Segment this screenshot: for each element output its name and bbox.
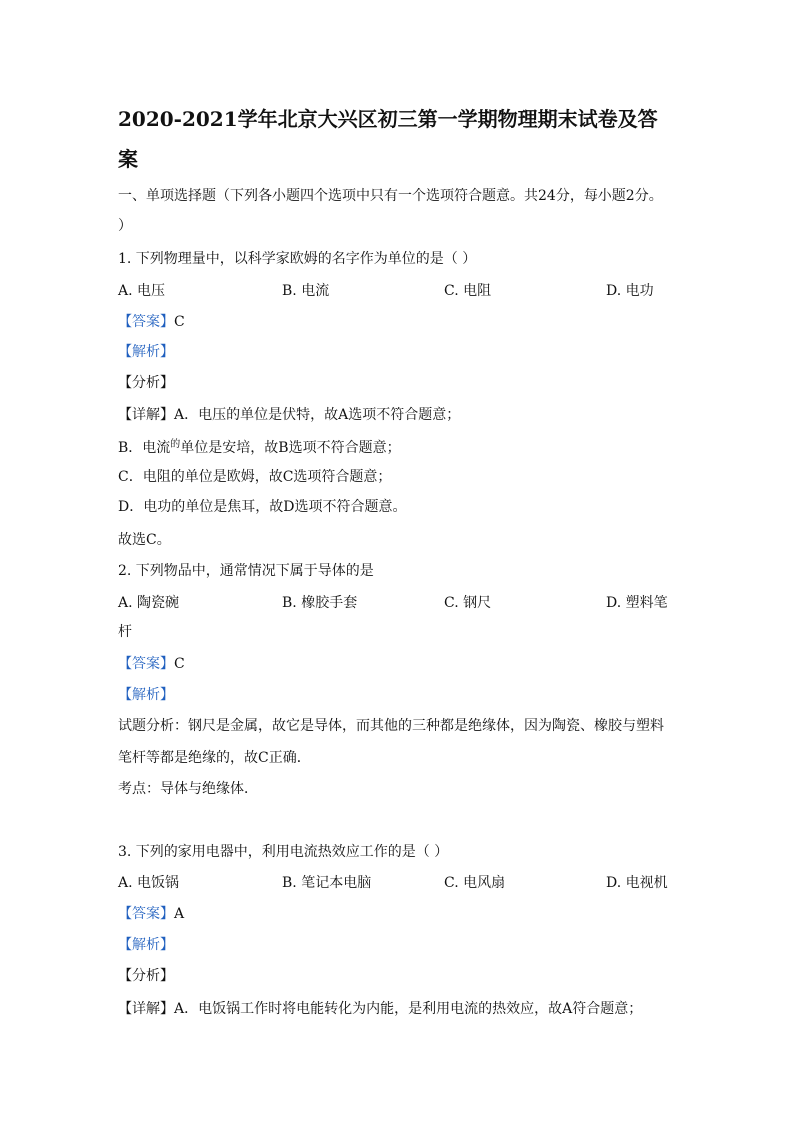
q1-option-c: C. 电阻 (444, 283, 492, 299)
q1-option-a: A. 电压 (118, 283, 166, 299)
q3-jiexi-tag: 【解析】 (118, 937, 174, 953)
answer-tag: 【答案】 (118, 656, 174, 672)
q1-detail-d: D．电功的单位是焦耳，故D选项不符合题意。 (118, 499, 407, 515)
q1-option-d: D. 电功 (606, 283, 654, 299)
q2-option-c: C. 钢尺 (444, 595, 492, 611)
q1-option-b: B. 电流 (282, 283, 330, 299)
section-heading: 一、单项选择题（下列各小题四个选项中只有一个选项符合题意。共24分，每小题2分。 (118, 188, 663, 204)
q1-conclusion: 故选C。 (118, 532, 171, 548)
detail-tag: 【详解】 (118, 407, 174, 423)
q1-answer-value: C (174, 314, 185, 330)
q1-detail-a: 【详解】A．电压的单位是伏特，故A选项不符合题意； (118, 407, 461, 423)
q3-detail-a: 【详解】A．电饭锅工作时将电能转化为内能，是利用电流的热效应，故A符合题意； (118, 1001, 643, 1017)
detail-tag: 【详解】 (118, 1001, 174, 1017)
answer-tag: 【答案】 (118, 906, 174, 922)
section-heading-wrap: ） (118, 218, 132, 234)
q1-detail-b: B．电流$^的$单位是安培，故B选项不符合题意； (118, 439, 401, 456)
q3-answer-value: A (174, 906, 185, 922)
q2-stem: 2. 下列物品中，通常情况下属于导体的是 (118, 563, 374, 579)
page-title-line-2: 案 (118, 147, 138, 171)
q3-option-a: A. 电饭锅 (118, 875, 180, 891)
answer-tag: 【答案】 (118, 314, 174, 330)
q2-option-d-wrap: 杆 (118, 624, 132, 640)
q2-analysis-line-2: 笔杆等都是绝缘的，故C正确． (118, 750, 311, 766)
q3-fenxi-tag: 【分析】 (118, 968, 174, 984)
q2-option-b: B. 橡胶手套 (282, 595, 358, 611)
q1-fenxi-tag: 【分析】 (118, 375, 174, 391)
q3-answer (118, 904, 184, 924)
q1-answer (118, 312, 185, 332)
page-title-line-1: 2020-2021学年北京大兴区初三第一学期物理期末试卷及答 (118, 107, 658, 131)
q3-stem: 3. 下列的家用电器中，利用电流热效应工作的是（ ） (118, 844, 449, 860)
q1-stem: 1. 下列物理量中，以科学家欧姆的名字作为单位的是（ ） (118, 251, 477, 267)
q2-option-a: A. 陶瓷碗 (118, 595, 180, 611)
q2-analysis-line-1: 试题分析：钢尺是金属，故它是导体，而其他的三种都是绝缘体，因为陶瓷、橡胶与塑料 (118, 718, 664, 734)
q3-option-b: B. 笔记本电脑 (282, 875, 372, 891)
q2-answer (118, 654, 185, 674)
q2-option-d: D. 塑料笔 (606, 595, 668, 611)
q2-jiexi-tag: 【解析】 (118, 687, 174, 703)
q1-jiexi-tag: 【解析】 (118, 344, 174, 360)
q3-option-d: D. 电视机 (606, 875, 668, 891)
q2-answer-value: C (174, 656, 185, 672)
q3-option-c: C. 电风扇 (444, 875, 506, 891)
q2-kaodian: 考点：导体与绝缘体． (118, 781, 258, 797)
q1-detail-c: C．电阻的单位是欧姆，故C选项符合题意； (118, 469, 392, 485)
